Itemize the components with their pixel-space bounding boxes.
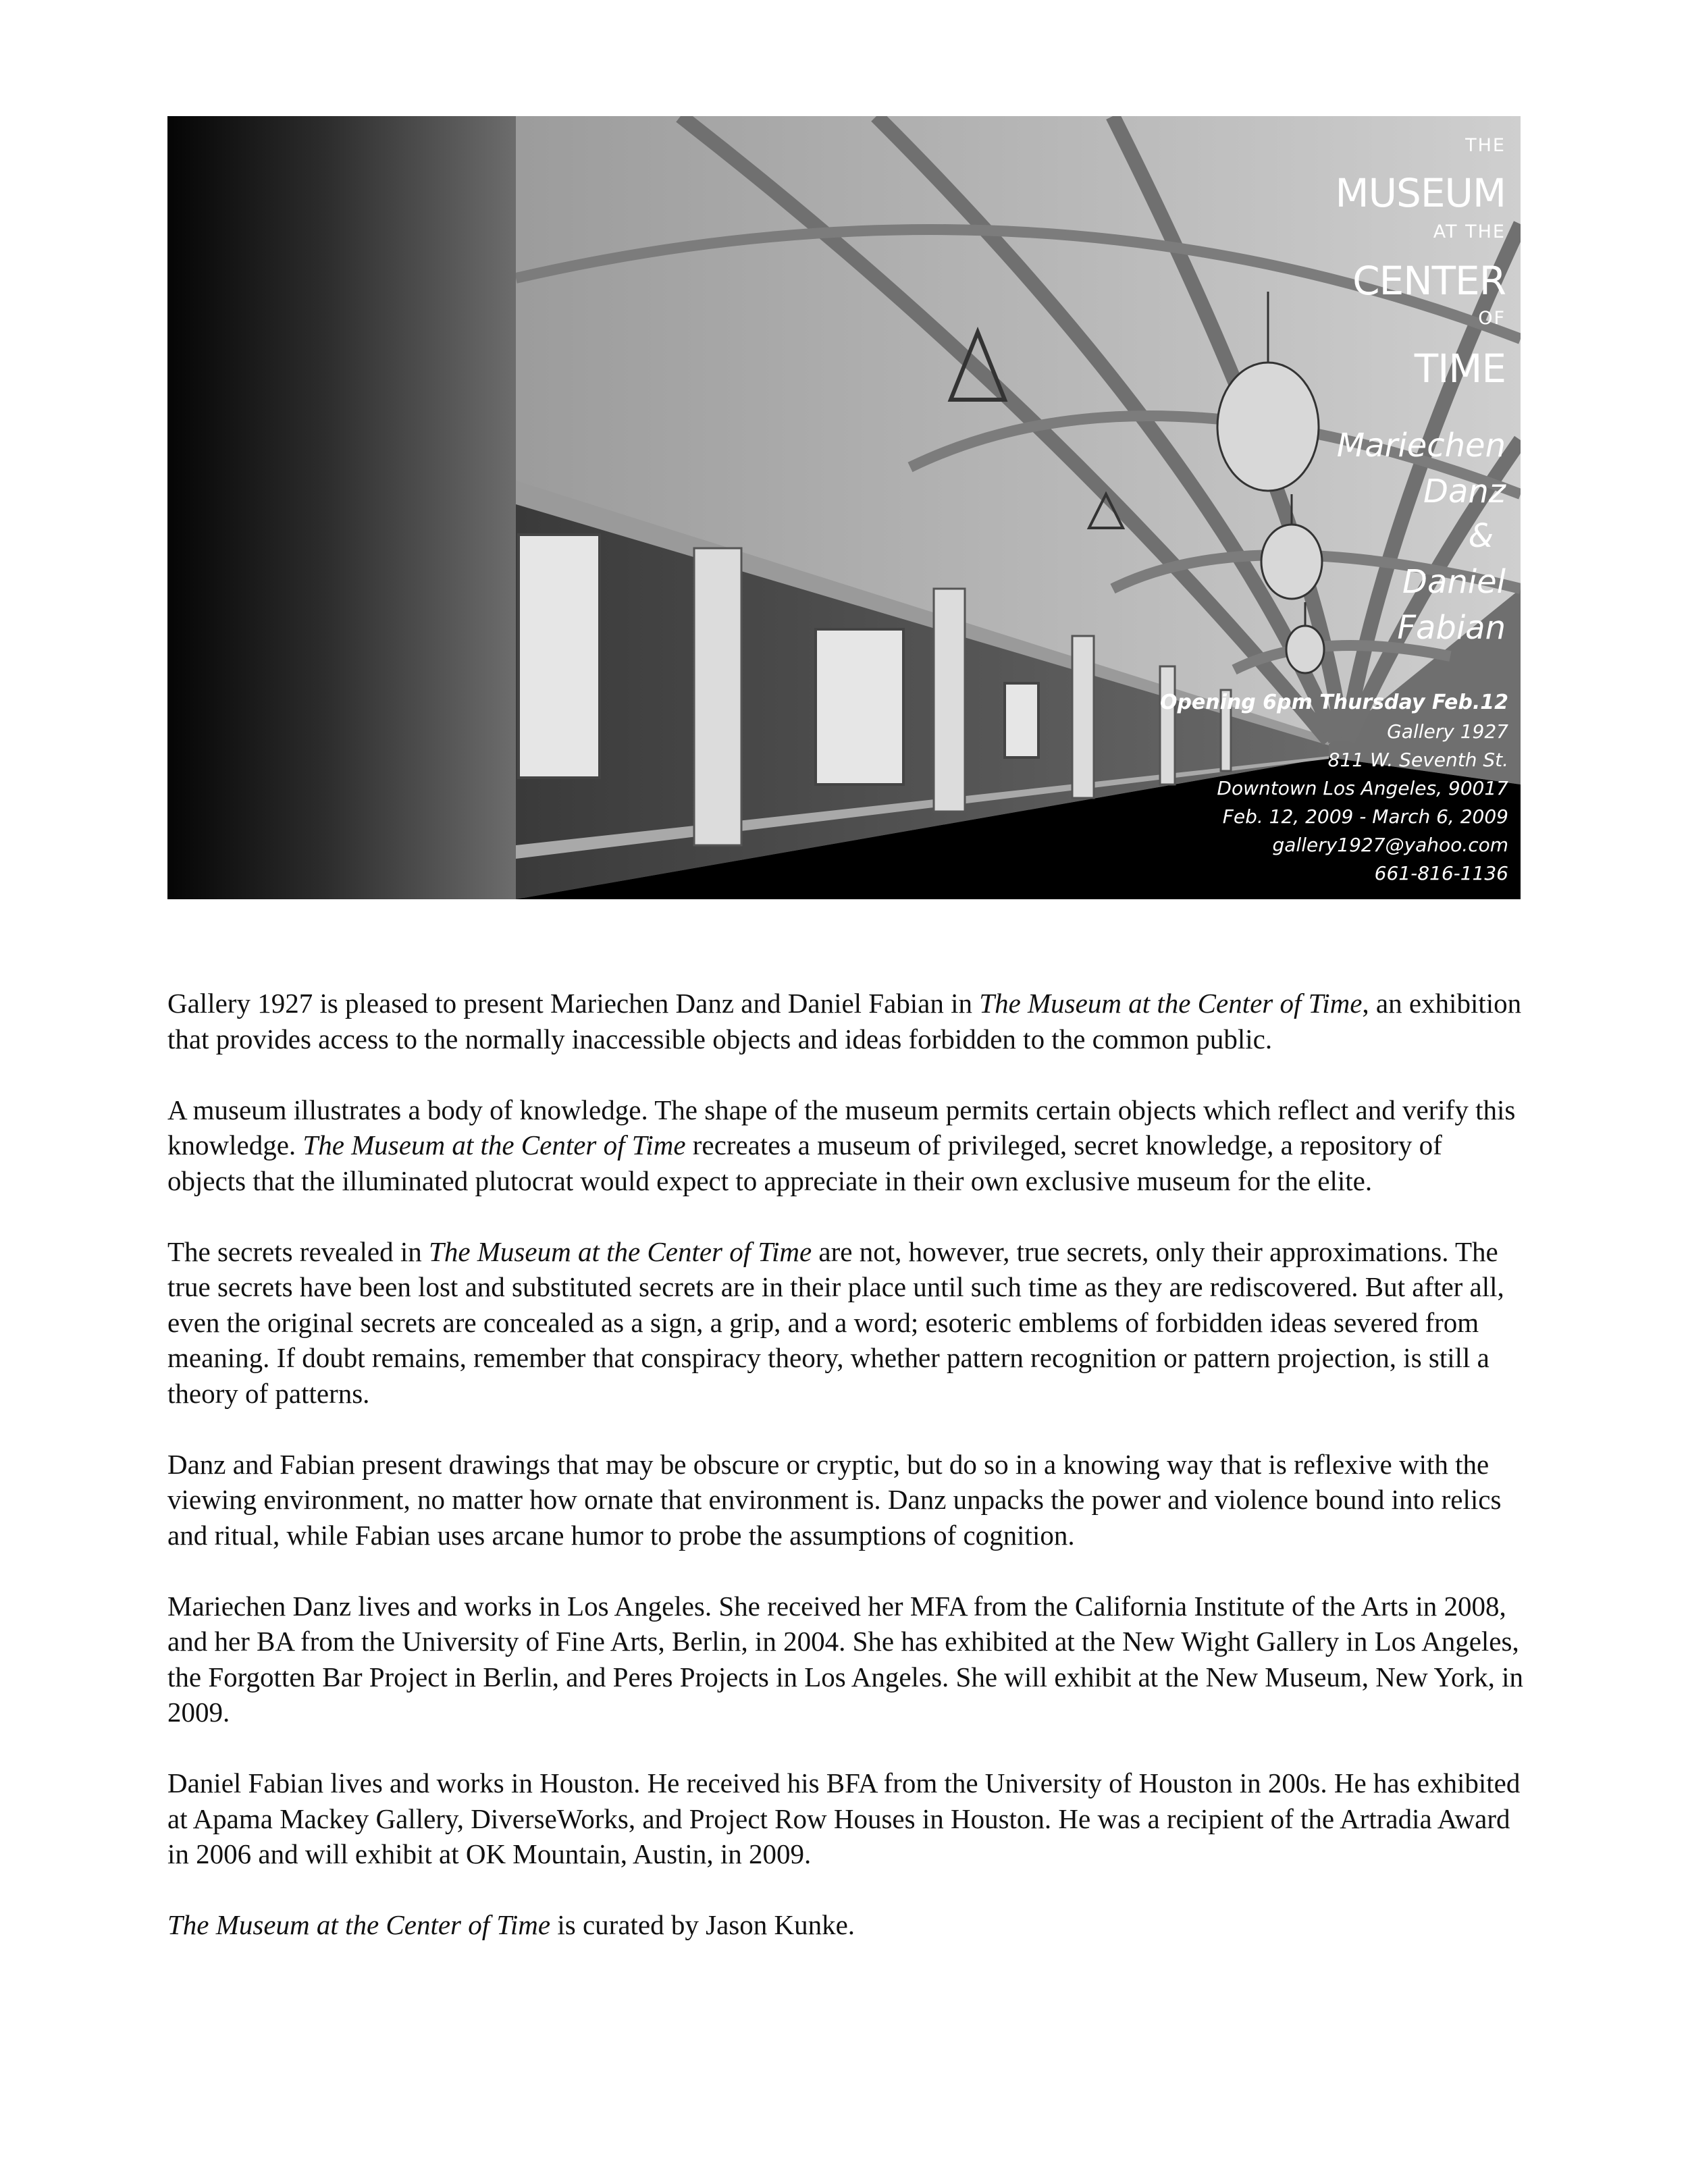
poster-detail-line: Gallery 1927: [1387, 720, 1508, 743]
exhibition-poster: [167, 116, 1521, 899]
exhibition-title: The Museum at the Center of Time: [302, 1129, 686, 1161]
text-run: The secrets revealed in: [167, 1235, 429, 1267]
text-run: are not, however, true secrets, only their approximations. The true secrets have been lost and substituted secrets are in their place until such time as they are rediscovered. But after all, even the original secrets are concealed as a sign, a grip, and a word; esoteric emblems of forbidden ideas severed from meaning. If doubt remains, remember that conspiracy theory, whether pattern recognition or pattern projection, is still a theory of patterns.: [167, 1235, 1504, 1409]
fabian-bio-paragraph: Daniel Fabian lives and works in Houston. He received his BFA from the University of Houston in 200s. He has exhibited at Apama Mackey Gallery, DiverseWorks, and Project Row Houses in Houston. He was a recipient of the Artradia Award in 2006 and will exhibit at OK Mountain, Austin, in 2009.: [167, 1767, 1521, 1869]
text-run: is curated by Jason Kunke.: [550, 1909, 855, 1940]
poster-email: gallery1927@yahoo.com: [1272, 834, 1508, 856]
poster-detail-line: Feb. 12, 2009 - March 6, 2009: [1222, 805, 1508, 828]
poster-title-time: TIME: [1414, 346, 1506, 392]
poster-artist-line: Mariechen: [1336, 427, 1506, 464]
danz-bio-paragraph: Mariechen Danz lives and works in Los Angeles. She received her MFA from the California Institute of the Arts in 2008, and her BA from the University of Fine Arts, Berlin, in 2004. She has exhibited at the New Wight Gallery in Los Angeles, the Forgotten Bar Project in Berlin, and Peres Projects in Los Angeles. She will exhibit at the New Museum, New York, in 2009.: [167, 1590, 1523, 1728]
poster-title-museum: MUSEUM: [1335, 170, 1506, 216]
drawings-paragraph: Danz and Fabian present drawings that may be obscure or cryptic, but do so in a knowing way that is reflexive with the viewing environment, no matter how ornate that environment is. Danz unpacks the power and violence bound into relics and ritual, while Fabian uses arcane humor to probe the assumptions of cognition.: [167, 1448, 1502, 1551]
poster-title-of: OF: [1478, 308, 1506, 329]
poster-title-center: CENTER: [1352, 258, 1506, 304]
poster-phone: 661-816-1136: [1374, 862, 1508, 884]
text-run: Gallery 1927 is pleased to present Mariechen Danz and Daniel Fabian in: [167, 988, 980, 1019]
poster-detail-line: Downtown Los Angeles, 90017: [1217, 777, 1508, 799]
curator-paragraph: [167, 1907, 1525, 1943]
poster-title-panel: [167, 116, 516, 899]
poster-artist-line: Fabian: [1397, 609, 1506, 647]
poster-artist-line: &: [1468, 517, 1494, 555]
poster-title-the: THE: [1465, 135, 1506, 156]
text-run: recreates a museum of privileged, secret knowledge, a repository of objects that the illuminated plutocrat would expect to appreciate in their own exclusive museum for the elite.: [167, 1129, 1442, 1196]
text-run: , an exhibition that provides access to the normally inaccessible objects and ideas forbidden to the common public.: [167, 988, 1522, 1055]
poster-detail-line: 811 W. Seventh St.: [1327, 749, 1508, 771]
poster-artist-line: Daniel: [1402, 563, 1506, 601]
exhibition-title: The Museum at the Center of Time: [167, 1909, 551, 1940]
poster-opening-time: Opening 6pm Thursday Feb.12: [1159, 691, 1508, 714]
press-release-body: [167, 986, 1525, 1978]
poster-title-at-the: AT THE: [1433, 221, 1506, 242]
poster-artist-line: Danz: [1423, 473, 1506, 510]
exhibition-title: The Museum at the Center of Time: [429, 1235, 812, 1267]
intro-paragraph: [167, 986, 1525, 1057]
secrets-paragraph: [167, 1234, 1525, 1412]
exhibition-title: The Museum at the Center of Time: [979, 988, 1363, 1019]
museum-paragraph: [167, 1092, 1525, 1199]
text-run: A museum illustrates a body of knowledge. The shape of the museum permits certain objects which reflect and verify this knowledge.: [167, 1094, 1516, 1161]
